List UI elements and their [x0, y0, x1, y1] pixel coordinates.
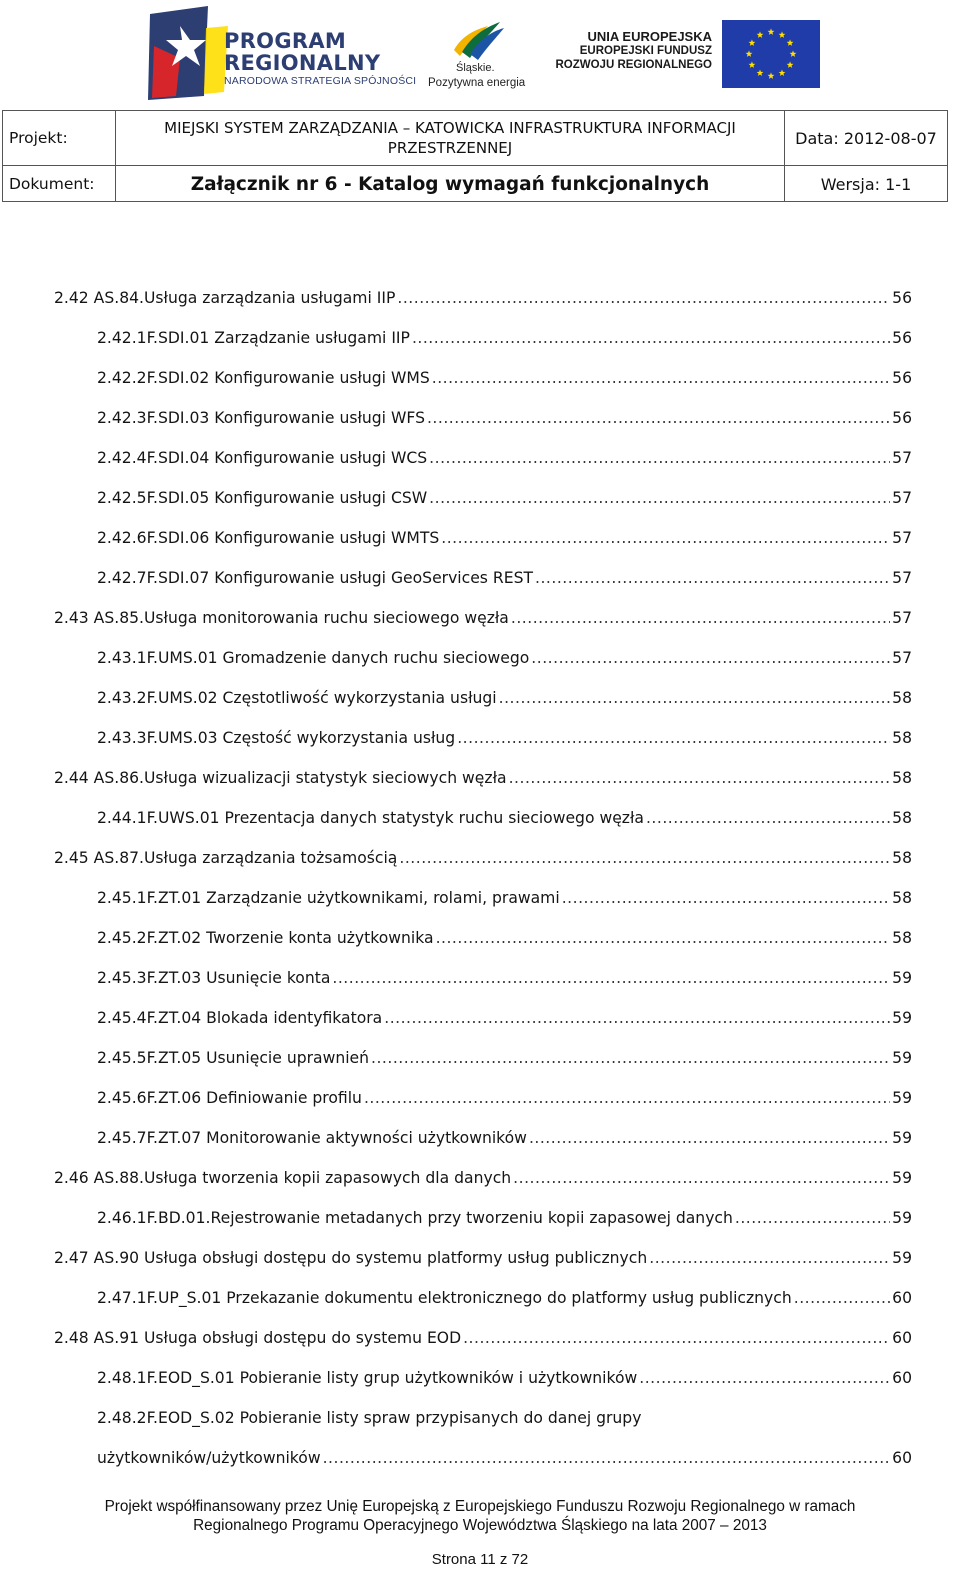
toc-entry-leader [432, 369, 890, 387]
toc-entry-leader [511, 609, 890, 627]
toc-entry-title: 2.42.6F.SDI.06 Konfigurowanie usługi WMTS [97, 529, 440, 547]
toc-entry[interactable] [97, 483, 912, 507]
toc-entry-title: 2.45.2F.ZT.02 Tworzenie konta użytkownika [97, 929, 434, 947]
toc-entry-leader [535, 569, 890, 587]
program-title [224, 30, 380, 74]
toc-entry-title: 2.44 AS.86.Usługa wizualizacji statystyk sieciowych węzła [54, 769, 507, 787]
toc-entry-title: 2.45 AS.87.Usługa zarządzania tożsamością [54, 849, 398, 867]
toc-entry-leader [794, 1289, 890, 1307]
program-subtitle: NARODOWA STRATEGIA SPÓJNOŚCI [224, 75, 417, 87]
program-title-line1: PROGRAM [224, 29, 347, 53]
toc-entry-leader [529, 1129, 890, 1147]
toc-entry-leader [429, 489, 890, 507]
toc-entry-leader [436, 929, 891, 947]
toc-entry-page: 58 [892, 729, 912, 747]
toc-entry[interactable] [97, 643, 912, 667]
toc-entry-page: 60 [892, 1329, 912, 1347]
toc-entry-page: 60 [892, 1289, 912, 1307]
project-label: Projekt: [9, 129, 68, 147]
toc-entry-title: użytkowników/użytkowników [97, 1449, 321, 1467]
toc-entry-page: 57 [892, 569, 912, 587]
toc-entry-title: 2.48 AS.91 Usługa obsługi dostępu do systemu EOD [54, 1329, 462, 1347]
toc-entry-page: 57 [892, 489, 912, 507]
toc-entry-title: 2.42.5F.SDI.05 Konfigurowanie usługi CSW [97, 489, 428, 507]
toc-entry[interactable] [97, 1203, 912, 1227]
toc-entry[interactable] [97, 563, 912, 587]
toc-entry[interactable] [97, 403, 912, 427]
program-title-line2: REGIONALNY [224, 51, 381, 75]
toc-entry[interactable] [54, 843, 912, 867]
slaskie-name: Śląskie. [456, 62, 495, 74]
toc-entry[interactable] [97, 1283, 912, 1307]
toc-entry-leader [441, 529, 890, 547]
toc-entry-title: 2.48.2F.EOD_S.02 Pobieranie listy spraw przypisanych do danej grupy [97, 1409, 642, 1427]
footer-funding-note [0, 1497, 960, 1535]
toc-entry-page: 58 [892, 769, 912, 787]
toc-entry[interactable] [97, 883, 912, 907]
toc-entry-page: 56 [892, 289, 912, 307]
toc-entry-leader [509, 769, 891, 787]
toc-entry-page: 58 [892, 929, 912, 947]
toc-entry-leader [332, 969, 890, 987]
toc-entry-leader [397, 289, 890, 307]
eu-line2: EUROPEJSKI FUNDUSZ [579, 45, 712, 57]
toc-entry-page: 56 [892, 409, 912, 427]
footer-line1: Projekt współfinansowany przez Unię Europejską z Europejskiego Funduszu Rozwoju Regionalnego w ramach [104, 1498, 856, 1515]
toc-entry-leader [499, 689, 891, 707]
toc-entry-page: 57 [892, 449, 912, 467]
toc-entry-page: 59 [892, 1049, 912, 1067]
toc-entry-leader [412, 329, 890, 347]
toc-entry-leader [384, 1009, 890, 1027]
toc-entry-page: 57 [892, 649, 912, 667]
toc-entry-title: 2.44.1F.UWS.01 Prezentacja danych statystyk ruchu sieciowego węzła [97, 809, 644, 827]
toc-entry-title: 2.43.1F.UMS.01 Gromadzenie danych ruchu sieciowego [97, 649, 530, 667]
toc-entry-page: 58 [892, 889, 912, 907]
toc-entry-title: 2.45.1F.ZT.01 Zarządzanie użytkownikami, rolami, prawami [97, 889, 560, 907]
logo-banner [0, 0, 960, 100]
toc-entry-page: 59 [892, 1209, 912, 1227]
toc-entry-title: 2.42.7F.SDI.07 Konfigurowanie usługi GeoServices REST [97, 569, 533, 587]
toc-entry-leader [513, 1169, 890, 1187]
toc-entry-title: 2.46 AS.88.Usługa tworzenia kopii zapasowych dla danych [54, 1169, 512, 1187]
toc-entry-title: 2.43 AS.85.Usługa monitorowania ruchu sieciowego węzła [54, 609, 509, 627]
toc-entry[interactable] [97, 1003, 912, 1027]
toc-entry[interactable] [97, 363, 912, 387]
toc-entry-leader [371, 1049, 890, 1067]
toc-entry-title: 2.42.3F.SDI.03 Konfigurowanie usługi WFS [97, 409, 425, 427]
toc-entry[interactable] [97, 1403, 912, 1427]
eu-line3: ROZWOJU REGIONALNEGO [555, 59, 712, 71]
toc-entry-page: 59 [892, 1009, 912, 1027]
document-header-table [2, 110, 948, 202]
toc-entry-page: 59 [892, 1089, 912, 1107]
toc-entry-leader [323, 1449, 891, 1467]
toc-entry[interactable] [97, 523, 912, 547]
document-date: Data: 2012-08-07 [795, 128, 937, 148]
toc-entry-leader [457, 729, 890, 747]
toc-entry-title: 2.48.1F.EOD_S.01 Pobieranie listy grup użytkowników i użytkowników [97, 1369, 638, 1387]
toc-entry-title: 2.45.6F.ZT.06 Definiowanie profilu [97, 1089, 362, 1107]
toc-entry-title: 2.42.4F.SDI.04 Konfigurowanie usługi WCS [97, 449, 428, 467]
toc-entry-page: 60 [892, 1369, 912, 1387]
toc-entry[interactable] [97, 1123, 912, 1147]
toc-entry-leader [639, 1369, 890, 1387]
toc-entry-leader [531, 649, 890, 667]
toc-entry-title: 2.45.7F.ZT.07 Monitorowanie aktywności użytkowników [97, 1129, 527, 1147]
toc-entry-title: 2.45.3F.ZT.03 Usunięcie konta [97, 969, 331, 987]
toc-entry[interactable] [54, 283, 912, 307]
page-number: Strona 11 z 72 [431, 1551, 529, 1568]
eu-line1: UNIA EUROPEJSKA [587, 29, 712, 44]
slaskie-logo-icon [448, 6, 508, 68]
toc-entry-title: 2.43.3F.UMS.03 Częstość wykorzystania usług [97, 729, 456, 747]
toc-entry[interactable] [97, 1083, 912, 1107]
program-regionalny-flag-icon [146, 6, 228, 101]
toc-entry-leader [429, 449, 890, 467]
toc-entry-leader [562, 889, 890, 907]
toc-entry[interactable] [97, 723, 912, 747]
toc-entry[interactable] [97, 1363, 912, 1387]
eu-text [552, 30, 712, 72]
toc-entry[interactable] [97, 683, 912, 707]
toc-entry-leader [364, 1089, 890, 1107]
toc-entry-leader [735, 1209, 890, 1227]
toc-entry-leader [399, 849, 890, 867]
toc-entry-title: 2.42 AS.84.Usługa zarządzania usługami IIP [54, 289, 396, 307]
footer-line2: Regionalnego Programu Operacyjnego Województwa Śląskiego na lata 2007 – 2013 [193, 1517, 767, 1534]
toc-entry[interactable] [97, 963, 912, 987]
toc-entry-title: 2.47 AS.90 Usługa obsługi dostępu do systemu platformy usług publicznych [54, 1249, 648, 1267]
toc-entry-title: 2.45.5F.ZT.05 Usunięcie uprawnień [97, 1049, 370, 1067]
toc-entry-leader [463, 1329, 890, 1347]
toc-entry-leader [649, 1249, 890, 1267]
toc-entry-page: 60 [892, 1449, 912, 1467]
toc-entry-title: 2.43.2F.UMS.02 Częstotliwość wykorzystania usługi [97, 689, 497, 707]
toc-entry-page: 59 [892, 969, 912, 987]
toc-entry[interactable] [54, 1243, 912, 1267]
toc-entry-page: 57 [892, 609, 912, 627]
project-name: MIEJSKI SYSTEM ZARZĄDZANIA – KATOWICKA INFRASTRUKTURA INFORMACJI PRZESTRZENNEJ [164, 119, 736, 157]
toc-entry[interactable] [54, 603, 912, 627]
toc-entry-leader [427, 409, 890, 427]
toc-entry[interactable] [97, 1043, 912, 1067]
document-label: Dokument: [9, 175, 95, 193]
toc-entry-title: 2.42.2F.SDI.02 Konfigurowanie usługi WMS [97, 369, 430, 387]
toc-entry-page: 56 [892, 369, 912, 387]
toc-entry-page: 59 [892, 1249, 912, 1267]
toc-entry-page: 58 [892, 849, 912, 867]
toc-entry[interactable] [54, 1323, 912, 1347]
toc-entry-title: 2.42.1F.SDI.01 Zarządzanie usługami IIP [97, 329, 410, 347]
toc-entry[interactable] [97, 323, 912, 347]
slaskie-slogan: Pozytywna energia [428, 77, 526, 89]
document-name: Załącznik nr 6 - Katalog wymagań funkcjonalnych [190, 173, 710, 195]
toc-entry-title: 2.45.4F.ZT.04 Blokada identyfikatora [97, 1009, 383, 1027]
toc-entry-title: 2.47.1F.UP_S.01 Przekazanie dokumentu elektronicznego do platformy usług publicznych [97, 1289, 792, 1307]
toc-entry-leader [646, 809, 890, 827]
toc-entry-page: 58 [892, 809, 912, 827]
toc-entry[interactable] [97, 443, 912, 467]
toc-entry[interactable] [97, 803, 912, 827]
toc-entry-title: 2.46.1F.BD.01.Rejestrowanie metadanych przy tworzeniu kopii zapasowej danych [97, 1209, 733, 1227]
toc-entry[interactable] [54, 763, 912, 787]
toc-entry-page: 59 [892, 1129, 912, 1147]
toc-entry-page: 59 [892, 1169, 912, 1187]
toc-entry[interactable] [97, 923, 912, 947]
document-version: Wersja: 1-1 [820, 174, 912, 194]
toc-entry-page: 56 [892, 329, 912, 347]
toc-entry[interactable] [97, 1443, 912, 1467]
toc-entry-page: 57 [892, 529, 912, 547]
eu-flag-icon [722, 20, 820, 88]
toc-entry[interactable] [54, 1163, 912, 1187]
toc-entry-page: 58 [892, 689, 912, 707]
